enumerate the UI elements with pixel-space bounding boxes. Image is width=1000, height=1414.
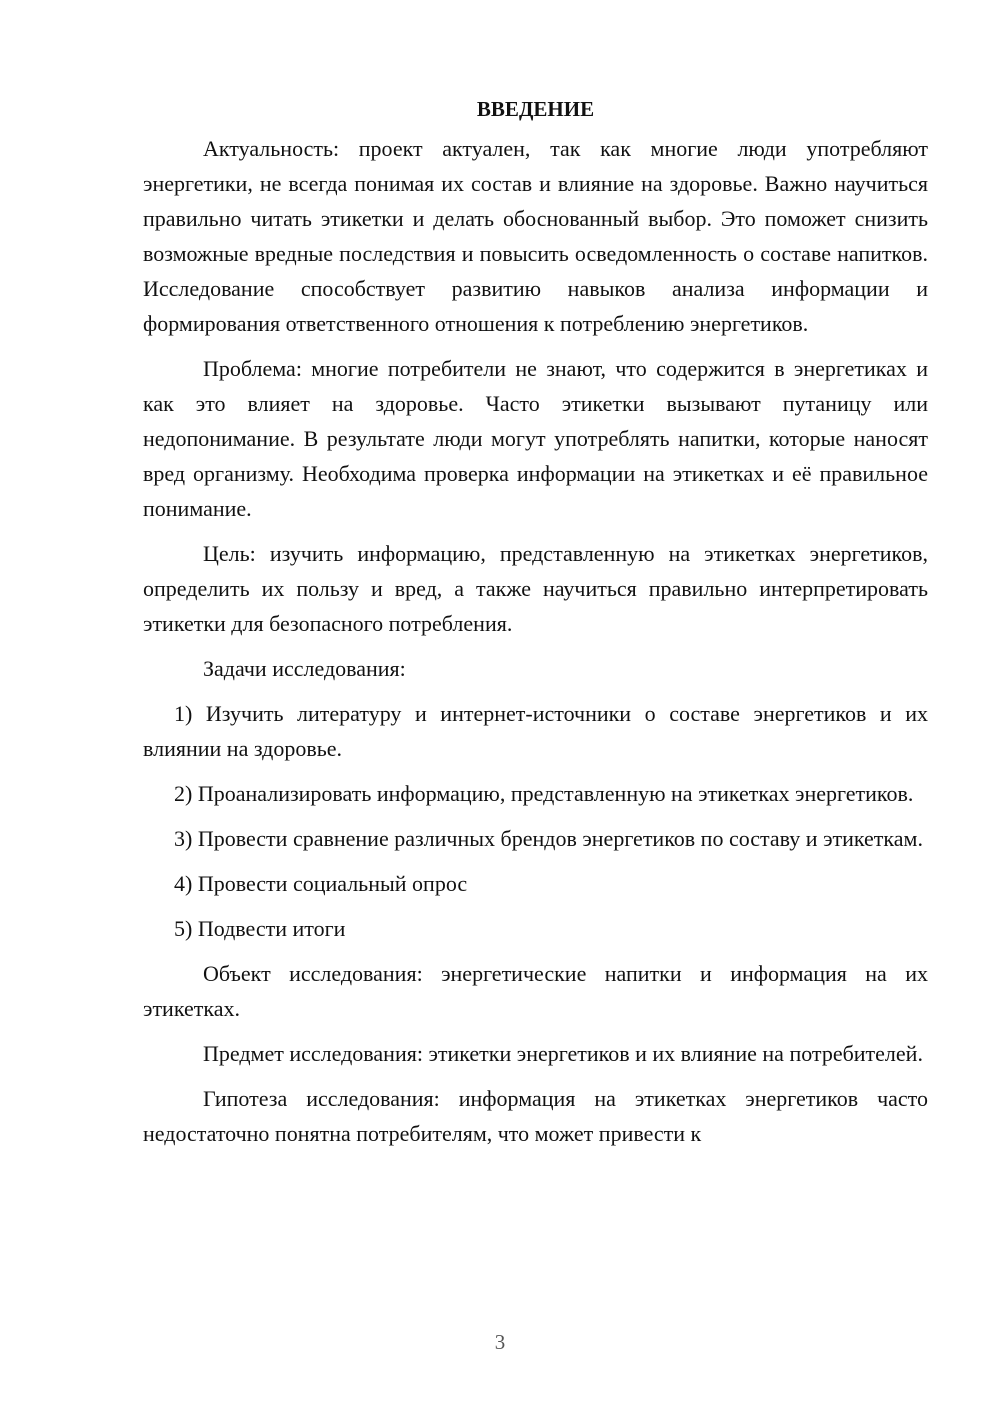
paragraph-goal: Цель: изучить информацию, представленную на этикетках энергетиков, определить их пользу и вред, а также научиться правильно интерпретировать этикетки для безопасного потребления.	[143, 541, 928, 636]
paragraph-object: Объект исследования: энергетические напитки и информация на их этикетках.	[143, 961, 928, 1021]
paragraph-hypothesis: Гипотеза исследования: информация на этикетках энергетиков часто недостаточно понятна потребителям, что может привести к	[143, 1086, 928, 1146]
task-item-3: 3) Провести сравнение различных брендов энергетиков по составу и этикеткам.	[174, 826, 923, 851]
task-item-1: 1) Изучить литературу и интернет-источники о составе энергетиков и их влиянии на здоровье.	[143, 701, 928, 761]
section-title: ВВЕДЕНИЕ	[476, 97, 595, 121]
paragraph-relevance: Актуальность: проект актуален, так как многие люди употребляют энергетики, не всегда понимая их состав и влияние на здоровье. Важно научиться правильно читать этикетки и делать обоснованный выбор. Это поможет снизить возможные вредные последствия и повысить осведомленность о составе напитков. Исследование способствует развитию навыков анализа информации и формирования ответственного отношения к потреблению энергетиков.	[143, 136, 928, 336]
paragraph-subject: Предмет исследования: этикетки энергетиков и их влияние на потребителей.	[203, 1041, 923, 1066]
tasks-heading: Задачи исследования:	[203, 656, 406, 681]
task-item-2: 2) Проанализировать информацию, представленную на этикетках энергетиков.	[174, 781, 914, 806]
page-content	[143, 92, 928, 1161]
task-item-5: 5) Подвести итоги	[174, 916, 346, 941]
paragraph-problem: Проблема: многие потребители не знают, что содержится в энергетиках и как это влияет на здоровье. Часто этикетки вызывают путаницу или недопонимание. В результате люди могут употреблять напитки, которые наносят вред организму. Необходима проверка информации на этикетках и её правильное понимание.	[143, 356, 928, 521]
page-number: 3	[494, 1330, 506, 1354]
task-item-4: 4) Провести социальный опрос	[174, 871, 468, 896]
